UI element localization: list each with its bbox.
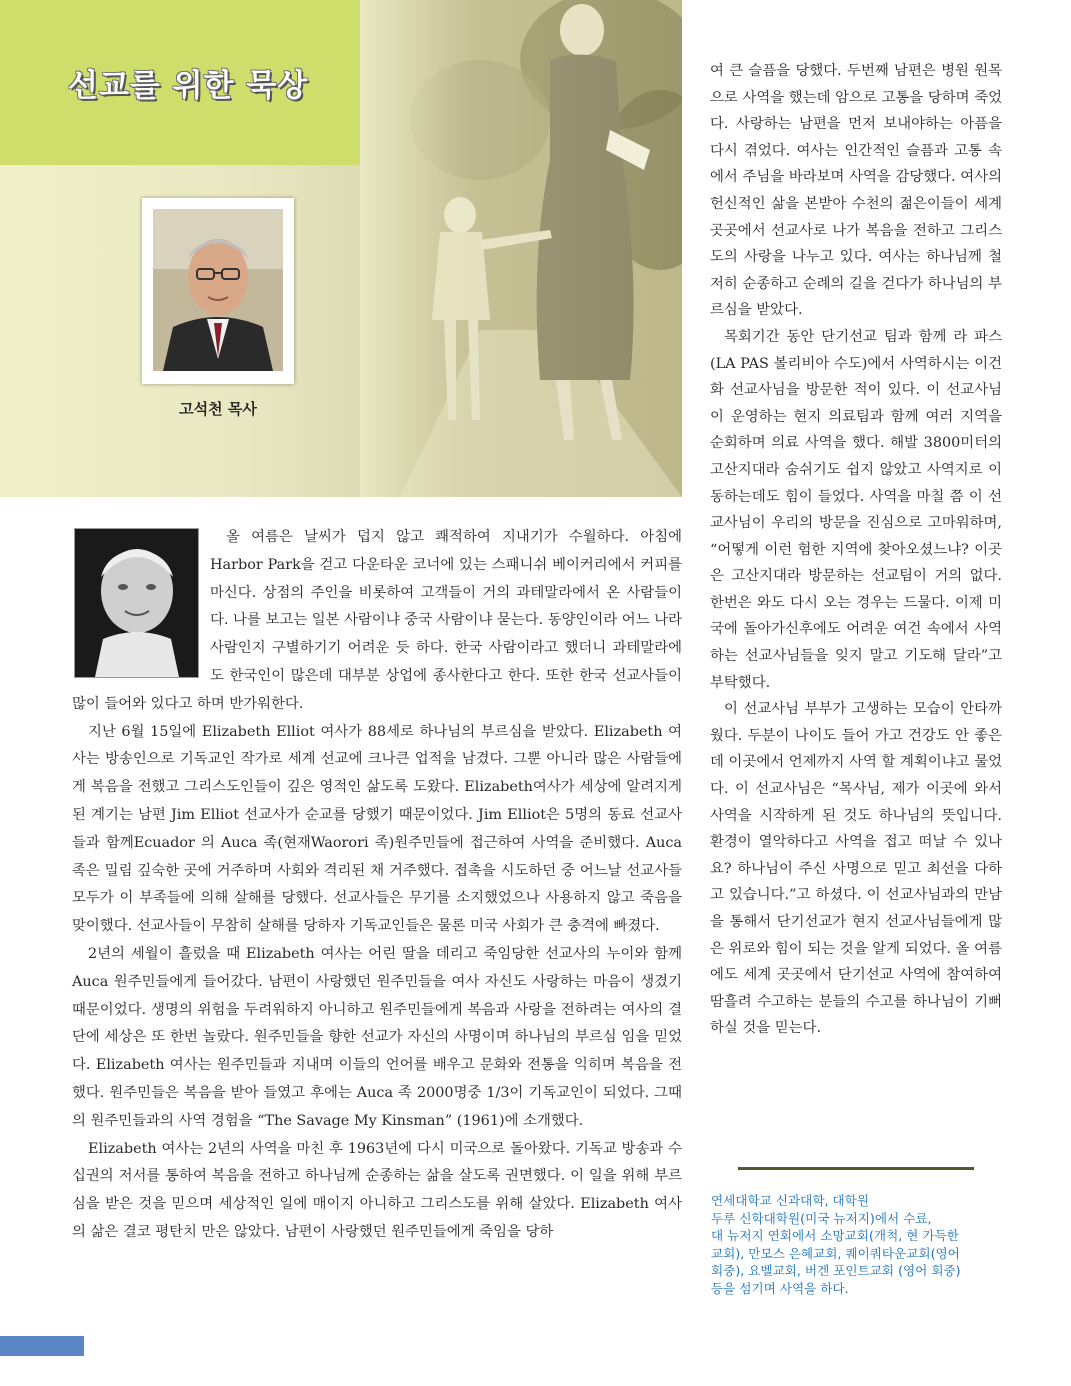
article-right-column bbox=[710, 58, 1002, 1042]
author-portrait-frame bbox=[142, 198, 294, 384]
bio-line: 교회), 만모스 은혜교회, 퀘이쿼타운교회(영어 bbox=[711, 1245, 960, 1261]
page-title: 선교를 위한 묵상 bbox=[68, 68, 309, 104]
article-paragraph: 이 선교사님 부부가 고생하는 모습이 안타까웠다. 두분이 나이도 들어 가고 건강도 안 좋은데 이곳에서 언제까지 사역 할 계획이냐고 물었다. 이 선교사님은 “목사님, 제가 이곳에 와서 사역을 시작하게 된 것도 하나님의 뜻입니다. 환경이 열악하다고 사역을 접고 떠날 수 있나요? 하나님이 주신 사명으로 믿고 최선을 다하고 있습니다.”고 하셨다. 이 선교사님과의 만남을 통해서 단기선교가 현지 선교사님들에게 많은 위로와 힘이 되는 것을 알게 되었다. 올 여름에도 세계 곳곳에서 단기선교 사역에 참여하여 땀흘려 수고하는 분들의 수고를 하나님이 기뻐하실 것을 믿는다. bbox=[710, 701, 1002, 1037]
bio-line: 회중), 요벨교회, 버겐 포인트교회 (영어 회중) bbox=[711, 1263, 961, 1279]
article-paragraph: Elizabeth 여사는 2년의 사역을 마친 후 1963년에 다시 미국으로 돌아왔다. 기독교 방송과 수십권의 저서를 통하여 복음을 전하고 하나님께 순종하는 삶을 살도록 권면했다. 이 일을 위해 부르심을 받은 것을 믿으며 세상적인 일에 매이지 아니하고 그리스도를 위해 살았다. Elizabeth 여사의 삶은 결코 평탄치 만은 않았다. 남편이 사랑했던 원주민들에게 죽임을 당하 bbox=[72, 1140, 682, 1240]
photo-float-spacer bbox=[72, 524, 210, 684]
article-paragraph: 여 큰 슬픔을 당했다. 두번째 남편은 병원 원목으로 사역을 했는데 암으로 고통을 당하며 죽었다. 사랑하는 남편을 먼저 보내야하는 아픔을 다시 겪었다. 여사는 인간적인 슬픔과 고통 속에서 주님을 바라보며 사역을 감당했다. 여사의 헌신적인 삶을 본받아 수천의 젊은이들이 세계 곳곳에서 선교사로 나가 복음을 전하고 그리스도의 사랑을 나누고 있다. 여사는 하나님께 철저히 순종하고 순례의 길을 걷다가 하나님의 부르심을 받았다. bbox=[710, 63, 1002, 319]
bio-line: 두루 신학대학원(미국 뉴저지)에서 수료, bbox=[711, 1210, 932, 1226]
page-tab-marker bbox=[0, 1336, 84, 1356]
article-paragraph: 올 여름은 날씨가 덥지 않고 쾌적하여 지내기가 수월하다. 아침에 Harbor Park을 걷고 다운타운 코너에 있는 스패니쉬 베이커리에서 커피를 마신다. 상점의 주인을 비롯하여 고객들이 거의 과테말라에서 온 사람들이다. 나를 보고는 일본 사람이냐 중국 사람이냐 묻는다. 동양인이라 어느 나라 사람인지 구별하기기 어려운 듯 하다. 한국 사람이라고 했더니 과테말라에도 한국인이 많은데 대부분 상업에 종사한다고 한다. 또한 한국 선교사들이 많이 들어와 있다고 하며 반가워한다. bbox=[72, 529, 682, 712]
bio-line: 연세대학교 신과대학, 대학원 bbox=[711, 1193, 869, 1208]
title-band bbox=[0, 0, 360, 165]
bio-divider bbox=[738, 1167, 974, 1170]
hero-photo-woman-and-child bbox=[360, 0, 682, 497]
bio-line: 등을 섬기며 사역을 하다. bbox=[711, 1280, 849, 1296]
article-paragraph: 2년의 세월이 흘렀을 때 Elizabeth 여사는 어린 딸을 데리고 죽임당한 선교사의 누이와 함께 Auca 원주민들에게 들어갔다. 남편이 사랑했던 원주민들을 여사 자신도 사랑하는 마음이 생겼기 때문이었다. 생명의 위험을 두려워하지 아니하고 원주민들에게 복음과 사랑을 전하려는 여사의 결단에 세상은 또 한번 놀랐다. 원주민들을 향한 선교가 자신의 사명이며 하나님의 부르심 임을 믿었다. Elizabeth 여사는 원주민들과 지내며 이들의 언어를 배우고 문화와 전통을 익히며 복음을 전했다. 원주민들은 복음을 받아 들였고 후에는 Auca 족 2000명중 1/3이 기독교인이 되었다. 그때의 원주민들과의 사역 경험을 “The Savage My Kinsman” (1961)에 소개했다. bbox=[72, 945, 682, 1129]
article-paragraph: 지난 6월 15일에 Elizabeth Elliot 여사가 88세로 하나님의 부르심을 받았다. Elizabeth 여사는 방송인으로 기독교인 작가로 세계 선교에 크나큰 업적을 남겼다. 그뿐 아니라 많은 사람들에게 복음을 전했고 그리스도인들이 깊은 영적인 삶도록 도왔다. Elizabeth여사가 세상에 알려지게 된 계기는 남편 Jim Elliot 선교사가 순교를 당했기 때문이었다. Jim Elliot은 5명의 동료 선교사들과 함께Ecuador 의 Auca 족(현재Waorori 족)원주민들에 접근하여 사역을 준비했다. Auca 족은 밀림 깊숙한 곳에 거주하며 사회와 격리된 채 거주했다. 접촉을 시도하던 중 어느날 선교사들 모두가 이 부족들에 의해 살해를 당했다. 선교사들은 무기를 소지했었으나 사용하지 않고 죽음을 맞이했다. 선교사들이 무참히 살해를 당하자 기독교인들은 물론 미국 사회가 큰 충격에 빠졌다. bbox=[72, 723, 682, 935]
author-portrait bbox=[153, 209, 283, 371]
article-paragraph: 목회기간 동안 단기선교 팀과 함께 라 파스(LA PAS 볼리비아 수도)에서 사역하시는 이건화 선교사님을 방문한 적이 있다. 이 선교사님이 운영하는 현지 의료팀과 함께 여러 지역을 순회하며 의료 사역을 했다. 해발 3800미터의 고산지대라 숨쉬기도 쉽지 않았고 사역지로 이동하는데도 힘이 들었다. 사역을 마칠 쯤 이 선교사님이 우리의 방문을 진심으로 고마워하며, “어떻게 이런 험한 지역에 찾아오셨느냐? 이곳은 고산지대라 방문하는 선교팀이 거의 없다. 한번은 와도 다시 오는 경우는 드물다. 이제 미국에 돌아가신후에도 어려운 여건 속에서 사역하는 선교사님들을 잊지 말고 기도해 달라”고 부탁했다. bbox=[710, 328, 1002, 691]
author-bio bbox=[711, 1192, 1011, 1298]
bio-line: 대 뉴저지 연회에서 소망교회(개척, 현 가득한 bbox=[711, 1228, 959, 1244]
author-name: 고석천 목사 bbox=[179, 400, 257, 418]
article-left-column bbox=[72, 524, 682, 1247]
